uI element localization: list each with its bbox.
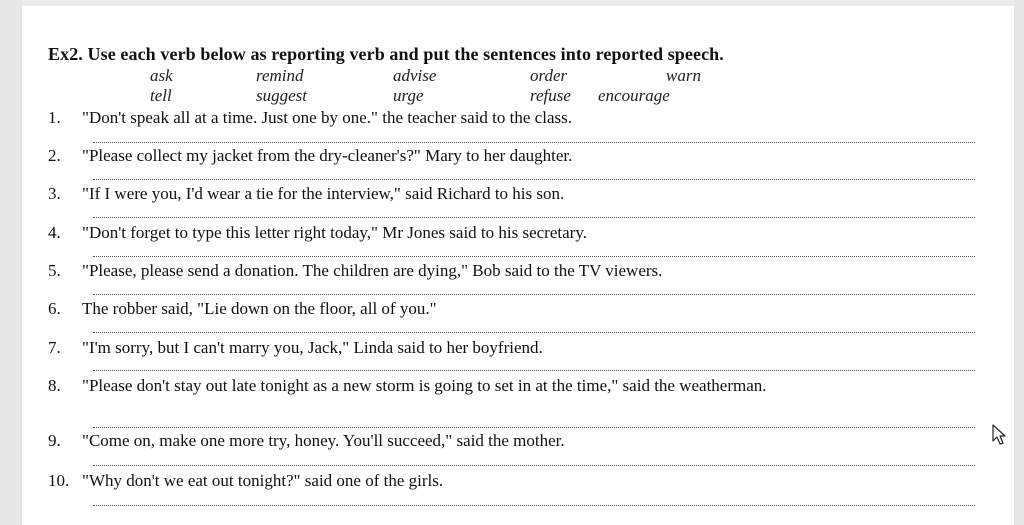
item-sentence: "Why don't we eat out tonight?" said one of the girls.: [82, 471, 444, 490]
item-number: 9.: [48, 431, 61, 450]
item-number: 10.: [48, 471, 70, 490]
verb-item: refuse: [530, 86, 571, 105]
item-number: 5.: [48, 261, 61, 280]
item-sentence: "Don't forget to type this letter right today," Mr Jones said to his secretary.: [82, 223, 587, 242]
exercise-title: Ex2. Use each verb below as reporting verb and put the sentences into reported speech.: [48, 44, 724, 64]
verb-item: ask: [150, 66, 173, 85]
item-number: 4.: [48, 223, 61, 242]
item-number: 7.: [48, 338, 61, 357]
item-sentence: "If I were you, I'd wear a tie for the interview," said Richard to his son.: [82, 184, 565, 203]
verb-item: order: [530, 66, 568, 85]
item-number: 2.: [48, 146, 61, 165]
verb-item: warn: [666, 66, 701, 85]
answer-line: [93, 179, 975, 180]
item-sentence: "I'm sorry, but I can't marry you, Jack," Linda said to her boyfriend.: [82, 338, 543, 357]
answer-line: [93, 256, 975, 257]
verb-item: suggest: [256, 86, 307, 105]
verb-item: remind: [256, 66, 304, 85]
item-sentence: "Please collect my jacket from the dry-cleaner's?" Mary to her daughter.: [82, 146, 573, 165]
verb-item: urge: [393, 86, 424, 105]
answer-line: [93, 294, 975, 295]
answer-line: [93, 332, 975, 333]
answer-line: [93, 142, 975, 143]
item-sentence: "Please don't stay out late tonight as a new storm is going to set in at the time," said the weatherman.: [82, 376, 767, 395]
item-number: 1.: [48, 108, 61, 127]
mouse-pointer-icon: [992, 424, 1008, 446]
window-left-edge: [0, 0, 22, 525]
answer-line: [93, 370, 975, 371]
item-sentence: "Please, please send a donation. The children are dying," Bob said to the TV viewers.: [82, 261, 663, 280]
answer-line: [93, 465, 975, 466]
item-sentence: "Don't speak all at a time. Just one by one." the teacher said to the class.: [82, 108, 572, 127]
answer-line: [93, 217, 975, 218]
item-number: 6.: [48, 299, 61, 318]
answer-line: [93, 505, 975, 506]
verb-item: tell: [150, 86, 172, 105]
answer-line: [93, 427, 975, 428]
item-number: 8.: [48, 376, 61, 395]
verb-item: advise: [393, 66, 437, 85]
item-sentence: The robber said, "Lie down on the floor, all of you.": [82, 299, 437, 318]
item-sentence: "Come on, make one more try, honey. You'll succeed," said the mother.: [82, 431, 565, 450]
item-number: 3.: [48, 184, 61, 203]
verb-item: encourage: [598, 86, 670, 105]
window-right-edge: [1014, 0, 1024, 525]
